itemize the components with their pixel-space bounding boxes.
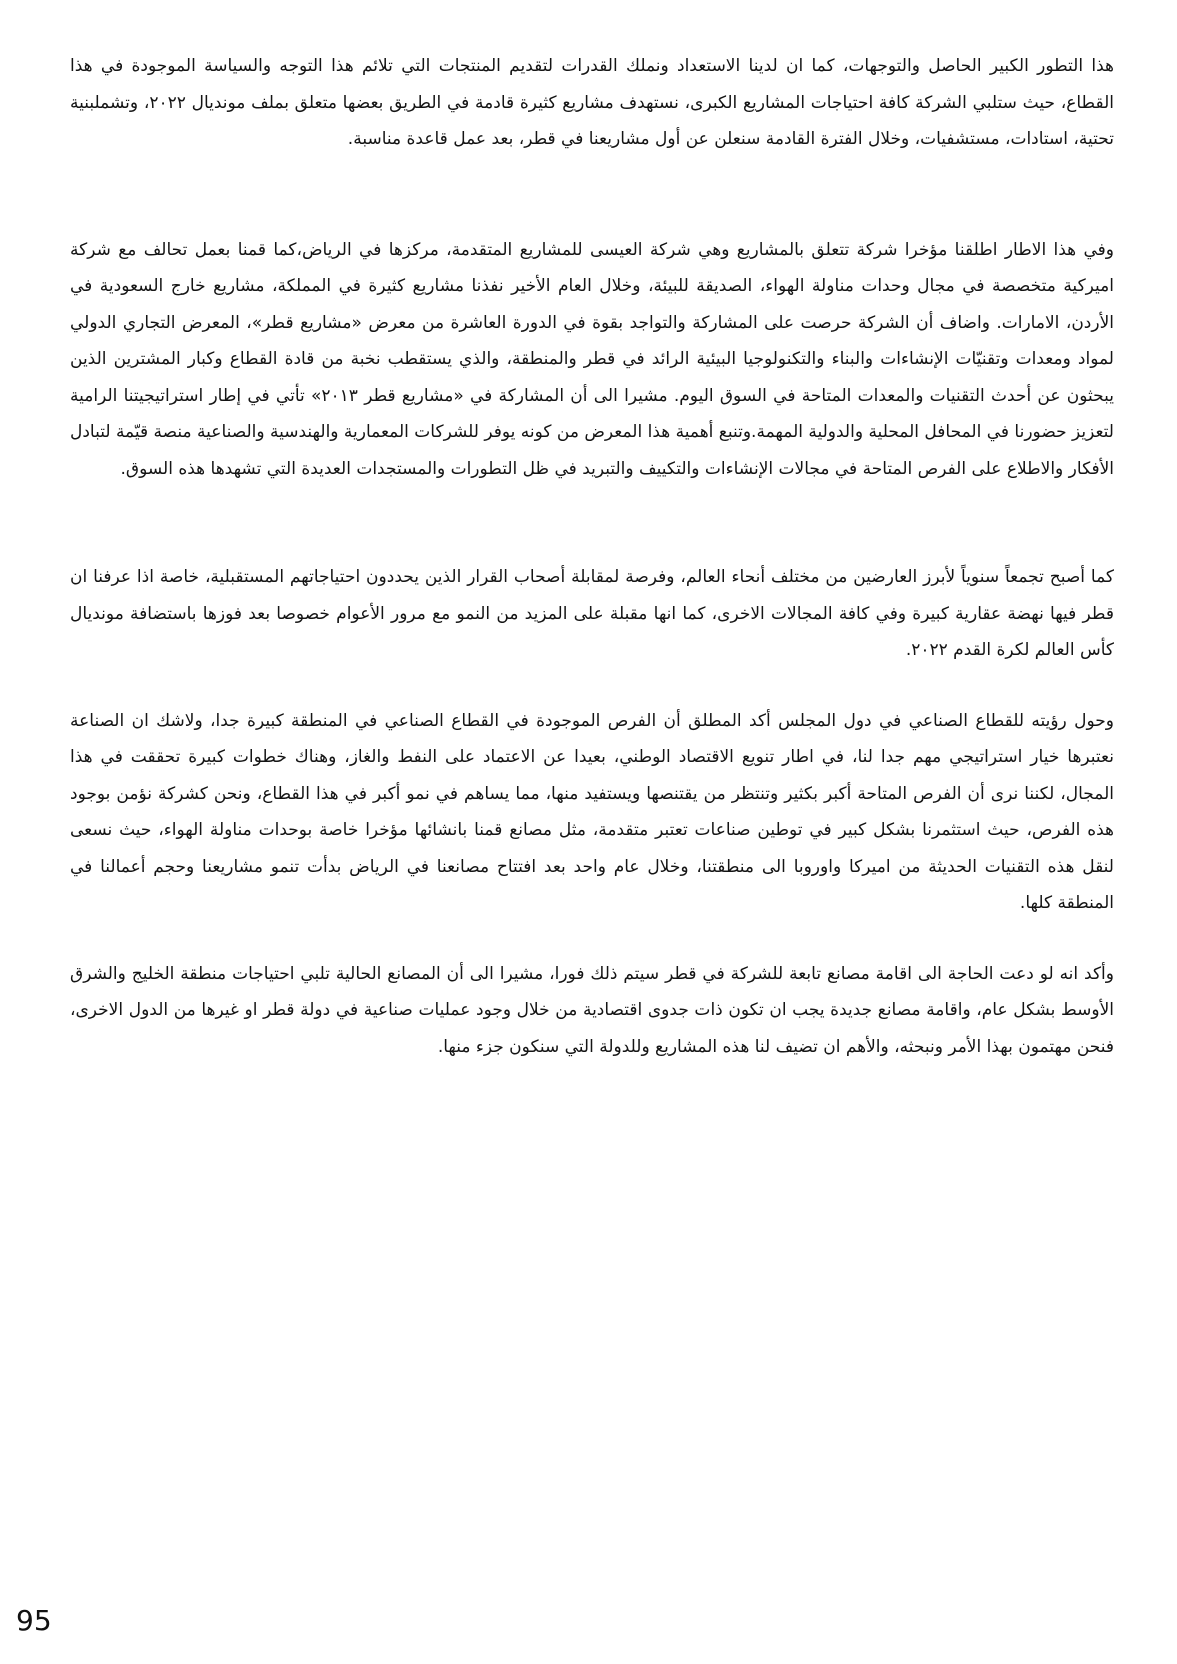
paragraph-3: كما أصبح تجمعاً سنوياً لأبرز العارضين من مختلف أنحاء العالم، وفرصة لمقابلة أصحاب القرار الذين يحددون احتياجاتهم المستقبلية، خاصة اذا عرفنا ان قطر فيها نهضة عقارية كبيرة وفي كافة المجالات الاخرى، كما انها مقبلة على المزيد من النمو مع مرور الأعوام خصوصا بعد فوزها باستضافة مونديال كأس العالم لكرة القدم ٢٠٢٢. xyxy=(70,567,1114,660)
paragraph-5: وأكد انه لو دعت الحاجة الى اقامة مصانع تابعة للشركة في قطر سيتم ذلك فورا، مشيرا الى أن المصانع الحالية تلبي احتياجات منطقة الخليج والشرق الأوسط بشكل عام، واقامة مصانع جديدة يجب ان تكون ذات جدوى اقتصادية من خلال وجود عمليات صناعية في دولة قطر او غيرها من الدول الاخرى، فنحن مهتمون بهذا الأمر ونبحثه، والأهم ان تضيف لنا هذه المشاريع وللدولة التي سنكون جزء منها. xyxy=(70,963,1114,1057)
paragraph-1: هذا التطور الكبير الحاصل والتوجهات، كما ان لدينا الاستعداد ونملك القدرات لتقديم المنتجات التي تلائم هذا التوجه والسياسة الموجودة في هذا القطاع، حيث ستلبي الشركة كافة احتياجات المشاريع الكبرى، نستهدف مشاريع كثيرة قادمة في الطريق بعضها متعلق بملف مونديال ٢٠٢٢، وتشملبنية تحتية، استادات، مستشفيات، وخلال الفترة القادمة سنعلن عن أول مشاريعنا في قطر، بعد عمل قاعدة مناسبة. xyxy=(70,56,1114,149)
paragraph-2: وفي هذا الاطار اطلقنا مؤخرا شركة تتعلق بالمشاريع وهي شركة العيسى للمشاريع المتقدمة، مركزها في الرياض،كما قمنا بعمل تحالف مع شركة اميركية متخصصة في مجال وحدات مناولة الهواء، الصديقة للبيئة، وخلال العام الأخير نفذنا مشاريع كثيرة في المملكة، مشاريع خارج السعودية في الأردن، الامارات. واضاف أن الشركة حرصت على المشاركة والتواجد بقوة في الدورة العاشرة من معرض «مشاريع قطر»، المعرض التجاري الدولي لمواد ومعدات وتقنيّات الإنشاءات والبناء والتكنولوجيا البيئية الرائد في قطر والمنطقة، والذي يستقطب نخبة من قادة القطاع وكبار المشترين الذين يبحثون عن أحدث التقنيات والمعدات المتاحة في السوق اليوم. مشيرا الى أن المشاركة في «مشاريع قطر ٢٠١٣» تأتي في إطار استراتيجيتنا الرامية لتعزيز حضورنا في المحافل المحلية والدولية المهمة.وتنبع أهمية هذا المعرض من كونه يوفر للشركات المعمارية والهندسية والصناعية منصة قيّمة لتبادل الأفكار والاطلاع على الفرص المتاحة في مجالات الإنشاءات والتكييف والتبريد في ظل التطورات والمستجدات العديدة التي تشهدها هذه السوق. xyxy=(70,239,1114,479)
article-body xyxy=(70,48,1114,1065)
page-number: 95 xyxy=(16,1604,52,1637)
paragraph-4: وحول رؤيته للقطاع الصناعي في دول المجلس أكد المطلق أن الفرص الموجودة في القطاع الصناعي في المنطقة كبيرة جدا، ولاشك ان الصناعة نعتبرها خيار استراتيجي مهم جدا لنا، في اطار تنويع الاقتصاد الوطني، بعيدا عن الاعتماد على النفط والغاز، وهناك خطوات كبيرة تحققت في هذا المجال، لكننا نرى أن الفرص المتاحة أكبر بكثير وتنتظر من يقتنصها ويستفيد منها، مما يساهم في نمو أكبر في هذا القطاع، ونحن كشركة نؤمن بوجود هذه الفرص، حيث استثمرنا بشكل كبير في توطين صناعات تعتبر متقدمة، مثل مصانع قمنا بانشائها مؤخرا خاصة بوحدات مناولة الهواء، حيث نسعى لنقل هذه التقنيات الحديثة من اميركا واوروبا الى منطقتنا، وخلال عام واحد بعد افتتاح مصانعنا في الرياض بدأت تنمو مشاريعنا وحجم أعمالنا في المنطقة كلها. xyxy=(70,710,1114,913)
